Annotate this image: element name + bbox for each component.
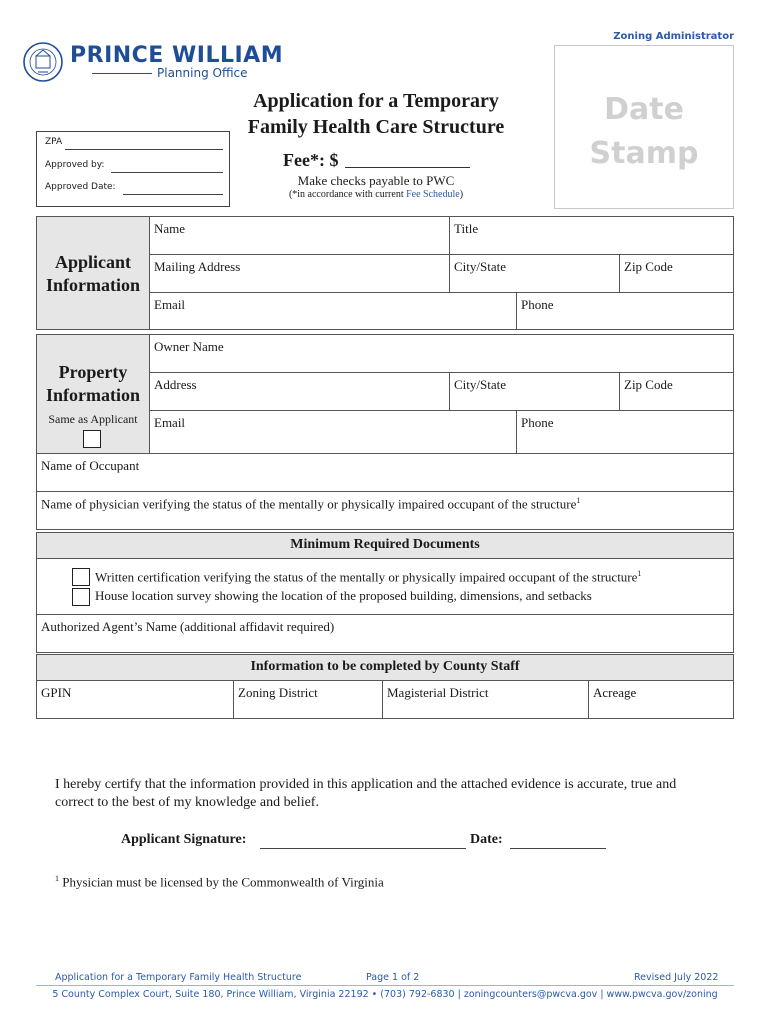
written-certification-checkbox[interactable] xyxy=(72,568,90,586)
applicant-mailing-address-field[interactable] xyxy=(149,254,450,293)
authorized-agent-label: Authorized Agent’s Name (additional affidavit required) xyxy=(41,619,335,634)
zoning-district-label: Zoning District xyxy=(238,685,318,700)
documents-heading: Minimum Required Documents xyxy=(36,532,734,559)
property-zip-label: Zip Code xyxy=(624,377,673,392)
acreage-label: Acreage xyxy=(593,685,637,700)
applicant-phone-field[interactable] xyxy=(516,292,734,330)
zpa-box xyxy=(36,131,230,207)
fee-schedule-link[interactable]: Fee Schedule xyxy=(406,189,460,200)
applicant-heading-line1: Applicant xyxy=(54,252,132,272)
footer-page-number: Page 1 of 2 xyxy=(366,972,420,983)
house-survey-label: House location survey showing the location of the proposed building, dimensions, and setbacks xyxy=(95,588,592,603)
brand-name: PRINCE WILLIAM xyxy=(70,43,284,68)
date-stamp-line1: Date xyxy=(604,92,684,127)
approved-by-field[interactable] xyxy=(111,172,223,173)
applicant-city-state-field[interactable] xyxy=(449,254,620,293)
applicant-title-label: Title xyxy=(454,221,479,236)
applicant-mailing-address-label: Mailing Address xyxy=(154,259,241,274)
applicant-name-field[interactable] xyxy=(149,216,450,255)
applicant-phone-label: Phone xyxy=(521,297,554,312)
physician-name-field[interactable] xyxy=(36,491,734,530)
applicant-heading-line2: Information xyxy=(46,275,140,295)
date-label: Date: xyxy=(470,832,503,847)
certification-statement: I hereby certify that the information provided in this application and the attached evidence is accurate, true and correct to the best of my knowledge and belief. xyxy=(55,777,677,810)
documents-checklist xyxy=(36,558,734,615)
applicant-name-label: Name xyxy=(154,221,186,236)
property-phone-field[interactable] xyxy=(516,410,734,454)
footer-contact: 5 County Complex Court, Suite 180, Prince William, Virginia 22192 • (703) 792-6830 | zoningcounters@pwcva.gov | www.pwcva.gov/zoning xyxy=(52,989,718,1000)
written-certification-text: Written certification verifying the status of the mentally or physically impaired occupant of the structure xyxy=(95,569,638,585)
zoning-administrator-label: Zoning Administrator xyxy=(613,31,734,42)
fee-schedule-note xyxy=(216,189,536,200)
magisterial-district-field[interactable] xyxy=(382,680,589,719)
acreage-field[interactable] xyxy=(588,680,734,719)
owner-name-field[interactable] xyxy=(149,334,734,373)
applicant-zip-label: Zip Code xyxy=(624,259,673,274)
applicant-email-label: Email xyxy=(154,297,186,312)
zoning-district-field[interactable] xyxy=(233,680,383,719)
brand-subtitle: Planning Office xyxy=(157,66,248,80)
zpa-field[interactable] xyxy=(65,149,223,150)
approved-date-field[interactable] xyxy=(123,194,223,195)
magisterial-district-label: Magisterial District xyxy=(387,685,489,700)
zpa-label: ZPA xyxy=(45,137,63,147)
applicant-city-state-label: City/State xyxy=(454,259,506,274)
property-address-field[interactable] xyxy=(149,372,450,411)
footnote-text: Physician must be licensed by the Commonwealth of Virginia xyxy=(62,874,384,890)
property-city-state-label: City/State xyxy=(454,377,506,392)
brand-divider xyxy=(92,73,152,74)
approved-by-label: Approved by: xyxy=(45,160,105,170)
property-phone-label: Phone xyxy=(521,415,554,430)
fee-label: Fee*: $ xyxy=(283,150,339,170)
applicant-title-field[interactable] xyxy=(449,216,734,255)
certification-footnote-mark: 1 xyxy=(637,569,642,578)
footer-divider xyxy=(36,985,734,986)
house-survey-checkbox[interactable] xyxy=(72,588,90,606)
physician-name-label: Name of physician verifying the status of the mentally or physically impaired occupant of the structure xyxy=(41,496,577,512)
property-heading-line1: Property xyxy=(58,362,128,382)
property-email-field[interactable] xyxy=(149,410,517,454)
property-heading-line2: Information xyxy=(46,385,140,405)
authorized-agent-field[interactable] xyxy=(36,614,734,653)
property-address-label: Address xyxy=(154,377,197,392)
property-zip-field[interactable] xyxy=(619,372,734,411)
signature-label: Applicant Signature: xyxy=(121,832,247,847)
footer-revised-date: Revised July 2022 xyxy=(634,972,719,983)
applicant-section-header xyxy=(36,216,150,330)
footer-doc-title: Application for a Temporary Family Health Structure xyxy=(55,972,302,983)
applicant-email-field[interactable] xyxy=(149,292,517,330)
signature-field[interactable] xyxy=(260,848,466,849)
gpin-label: GPIN xyxy=(41,685,72,700)
occupant-name-field[interactable] xyxy=(36,453,734,492)
county-seal-logo xyxy=(22,37,64,87)
fee-input-line[interactable] xyxy=(345,167,470,168)
same-as-applicant-checkbox[interactable] xyxy=(83,430,101,448)
property-email-label: Email xyxy=(154,415,186,430)
date-stamp-box xyxy=(554,45,734,209)
form-title-line2: Family Health Care Structure xyxy=(247,116,505,138)
signature-date-field[interactable] xyxy=(510,848,606,849)
owner-name-label: Owner Name xyxy=(154,339,224,354)
approved-date-label: Approved Date: xyxy=(45,182,116,192)
gpin-field[interactable] xyxy=(36,680,234,719)
applicant-zip-field[interactable] xyxy=(619,254,734,293)
fee-note-suffix: ) xyxy=(459,189,464,200)
written-certification-label xyxy=(95,569,641,585)
checks-payable-note: Make checks payable to PWC xyxy=(297,173,455,188)
same-as-applicant-label: Same as Applicant xyxy=(48,412,138,426)
fee-note-prefix: (*in accordance with current xyxy=(288,189,407,200)
footnote xyxy=(55,874,384,890)
physician-footnote-mark: 1 xyxy=(576,496,581,505)
footnote-mark: 1 xyxy=(55,874,59,883)
date-stamp-line2: Stamp xyxy=(589,136,699,171)
county-staff-heading: Information to be completed by County Staff xyxy=(36,654,734,681)
property-city-state-field[interactable] xyxy=(449,372,620,411)
date-stamp-text xyxy=(555,88,733,176)
property-section-header xyxy=(36,334,150,454)
form-title-line1: Application for a Temporary xyxy=(253,90,499,112)
occupant-name-label: Name of Occupant xyxy=(41,458,140,473)
